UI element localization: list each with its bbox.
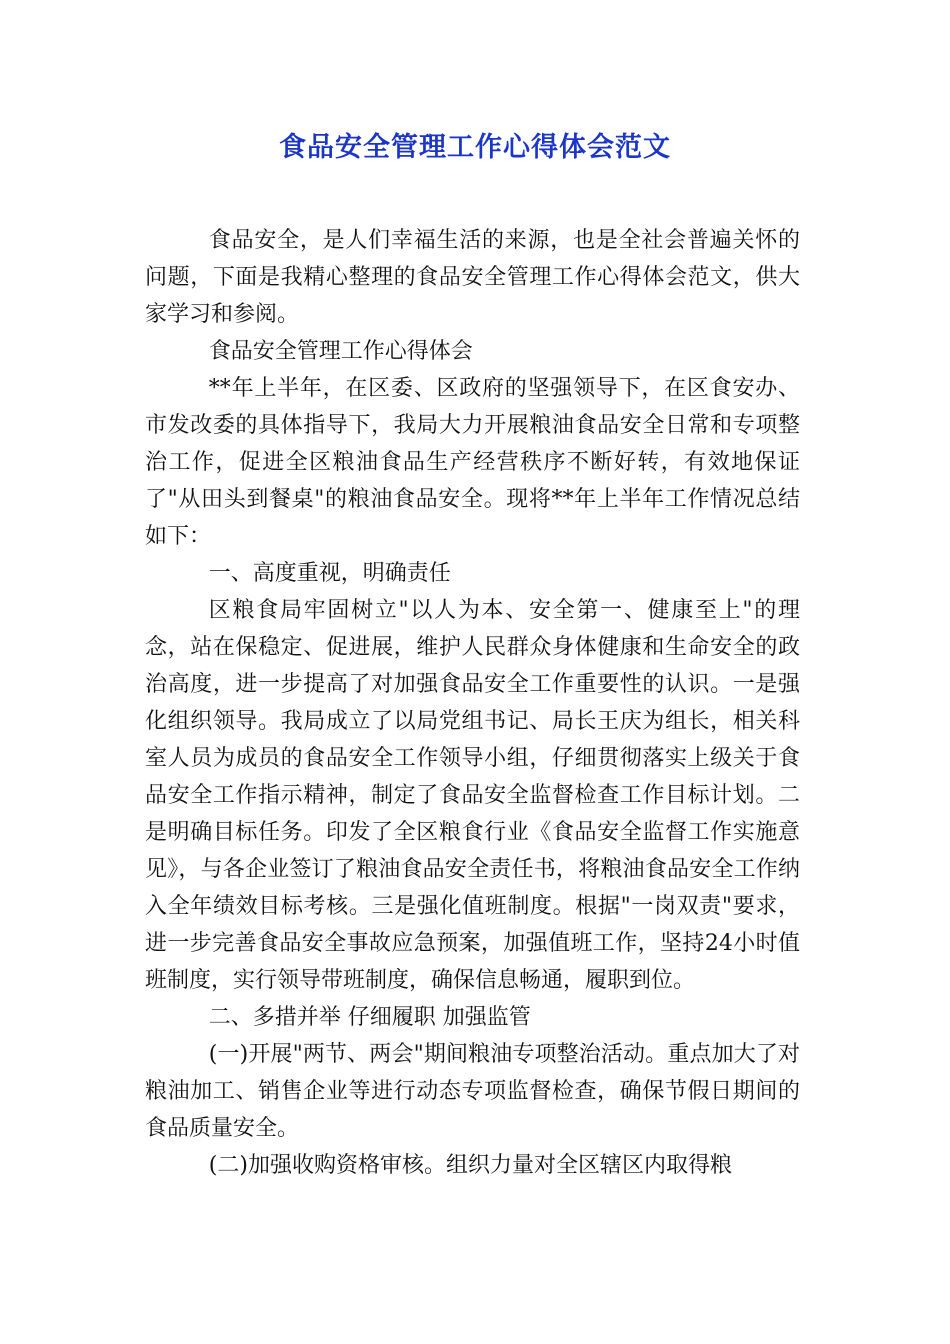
document-title: 食品安全管理工作心得体会范文	[279, 132, 671, 163]
body-paragraph: **年上半年，在区委、区政府的坚强领导下，在区食安办、市发改委的具体指导下，我局大力开展粮油食品安全日常和专项整治工作，促进全区粮油食品生产经营秩序不断好转，有效地保证了"从田头到餐桌"的粮油食品安全。现将**年上半年工作情况总结如下：	[145, 376, 800, 549]
section-heading: 二、多措并举 仔细履职 加强监管	[208, 1005, 531, 1030]
intro-paragraph: 食品安全，是人们幸福生活的来源，也是全社会普遍关怀的问题，下面是我精心整理的食品安全管理工作心得体会范文，供大家学习和参阅。	[145, 228, 800, 327]
section-heading: 食品安全管理工作心得体会	[208, 339, 473, 364]
body-paragraph: 区粮食局牢固树立"以人为本、安全第一、健康至上"的理念，站在保稳定、促进展，维护人民群众身体健康和生命安全的政治高度，进一步提高了对加强食品安全工作重要性的认识。一是强化组织领导。我局成立了以局党组书记、局长王庆为组长，相关科室人员为成员的食品安全工作领导小组，仔细贯彻落实上级关于食品安全工作指示精神，制定了食品安全监督检查工作目标计划。二是明确目标任务。印发了全区粮食行业《食品安全监督工作实施意见》，与各企业签订了粮油食品安全责任书，将粮油食品安全工作纳入全年绩效目标考核。三是强化值班制度。根据"一岗双责"要求，进一步完善食品安全事故应急预案，加强值班工作，坚持24小时值班制度，实行领导带班制度，确保信息畅通，履职到位。	[145, 598, 800, 993]
body-paragraph: (二)加强收购资格审核。组织力量对全区辖区内取得粮	[208, 1153, 732, 1178]
body-paragraph: (一)开展"两节、两会"期间粮油专项整治活动。重点加大了对粮油加工、销售企业等进行动态专项监督检查，确保节假日期间的食品质量安全。	[145, 1042, 800, 1141]
document-body	[145, 222, 800, 1184]
section-heading: 一、高度重视，明确责任	[208, 561, 451, 586]
